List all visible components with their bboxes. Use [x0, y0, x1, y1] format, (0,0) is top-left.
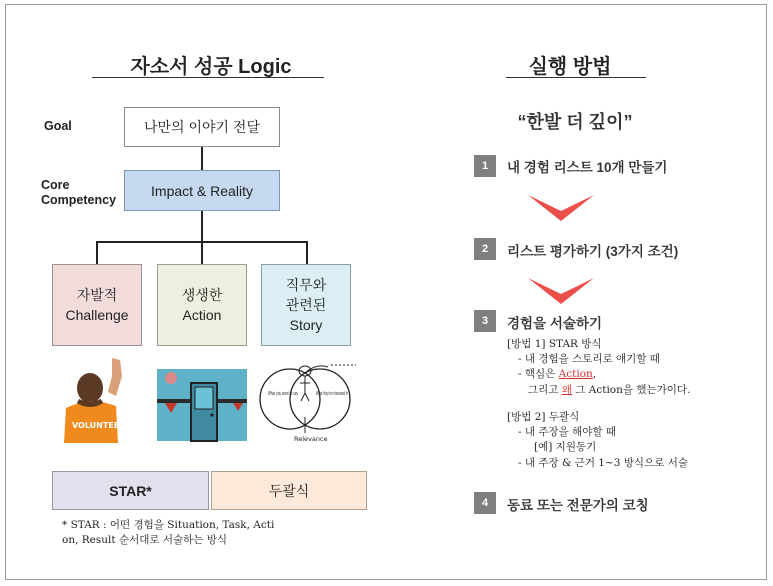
- core-box-text: Impact & Reality: [151, 182, 253, 199]
- door-illustration: [157, 369, 247, 441]
- action-highlight: Action: [558, 368, 593, 380]
- pillar-story-line2: 관련된: [285, 297, 327, 313]
- volunteer-photo: [52, 356, 142, 443]
- star-footnote-line2: on, Result 순서대로 서술하는 방식: [62, 534, 228, 546]
- step-1-number: 1: [474, 155, 496, 177]
- headline-first-box-text: 두괄식: [268, 482, 310, 499]
- step-4-number: 4: [474, 492, 496, 514]
- venn-bottom-text: Relevance: [294, 435, 328, 443]
- pillar-story-line1: 직무와: [285, 277, 327, 293]
- method1-line3: [528, 383, 690, 398]
- core-box: [124, 170, 280, 211]
- left-title: 자소서 성공 Logic: [130, 56, 292, 78]
- star-box-text: STAR*: [109, 482, 152, 499]
- left-title-underline: [92, 77, 324, 78]
- goal-label: Goal: [44, 119, 72, 133]
- connector-pillar-1: [96, 241, 98, 264]
- right-title-underline: [506, 77, 646, 78]
- venn-left-text: What you want to say: [268, 391, 299, 397]
- step-4-text: 동료 또는 전문가의 코칭: [507, 498, 649, 513]
- step-1-text: 내 경험 리스트 10개 만들기: [507, 160, 668, 175]
- pillar-action-line1: 생생한: [181, 287, 223, 303]
- right-title: 실행 방법: [528, 56, 612, 78]
- method1-line3-pre: 그리고: [528, 384, 562, 396]
- pillar-action: [157, 264, 247, 346]
- connector-core-down: [201, 211, 203, 264]
- pillar-challenge-line2: Challenge: [65, 307, 129, 323]
- goal-box-text: 나만의 이야기 전달: [144, 119, 260, 135]
- connector-goal-core: [201, 147, 203, 170]
- volunteer-shirt-text: VOLUNTEER: [72, 421, 126, 430]
- pillar-challenge-line1: 자발적: [76, 287, 118, 303]
- pillar-challenge: [52, 264, 142, 346]
- method1-title: [방법 1] STAR 방식: [507, 338, 602, 350]
- star-box: [52, 471, 209, 510]
- headline-first-box: [211, 471, 367, 510]
- method2-line3: - 내 주장 & 근거 1~3 방식으로 서술: [518, 457, 688, 469]
- method1-line2-pre: - 핵심은: [518, 368, 559, 380]
- method1-line2: [518, 367, 596, 382]
- step-3-number: 3: [474, 310, 496, 332]
- chevron-down-icon: [526, 193, 596, 223]
- method2-line1: - 내 주장을 해야할 때: [518, 426, 617, 438]
- method1-line1: - 내 경험을 스토리로 얘기할 때: [518, 353, 660, 365]
- step-2-text: 리스트 평가하기 (3가지 조건): [507, 244, 679, 259]
- step-3-text: 경험을 서술하기: [507, 316, 603, 331]
- chevron-down-icon: [526, 276, 596, 306]
- why-highlight: 왜: [561, 384, 572, 396]
- goal-box: [124, 107, 280, 147]
- connector-horizontal: [96, 241, 308, 243]
- pillar-story-line3: Story: [289, 317, 323, 333]
- slogan: “한발 더 깊이”: [517, 112, 633, 132]
- method2-line2: [예] 지원동기: [534, 441, 597, 453]
- venn-right-text: What they're interested in: [316, 391, 349, 397]
- venn-sketch: [256, 353, 361, 445]
- step-2-number: 2: [474, 238, 496, 260]
- pillar-story: [261, 264, 351, 346]
- method1-line2-post: ,: [592, 368, 597, 380]
- method2-title: [방법 2] 두괄식: [507, 411, 580, 423]
- core-label-line2: Competency: [41, 193, 117, 207]
- method1-line3-post: 그 Action을 했는가이다.: [571, 384, 691, 396]
- core-label-line1: Core: [41, 178, 70, 192]
- star-footnote-line1: * STAR : 어떤 경험을 Situation, Task, Acti: [62, 519, 275, 531]
- connector-pillar-3: [306, 241, 308, 264]
- pillar-action-line2: Action: [182, 307, 222, 323]
